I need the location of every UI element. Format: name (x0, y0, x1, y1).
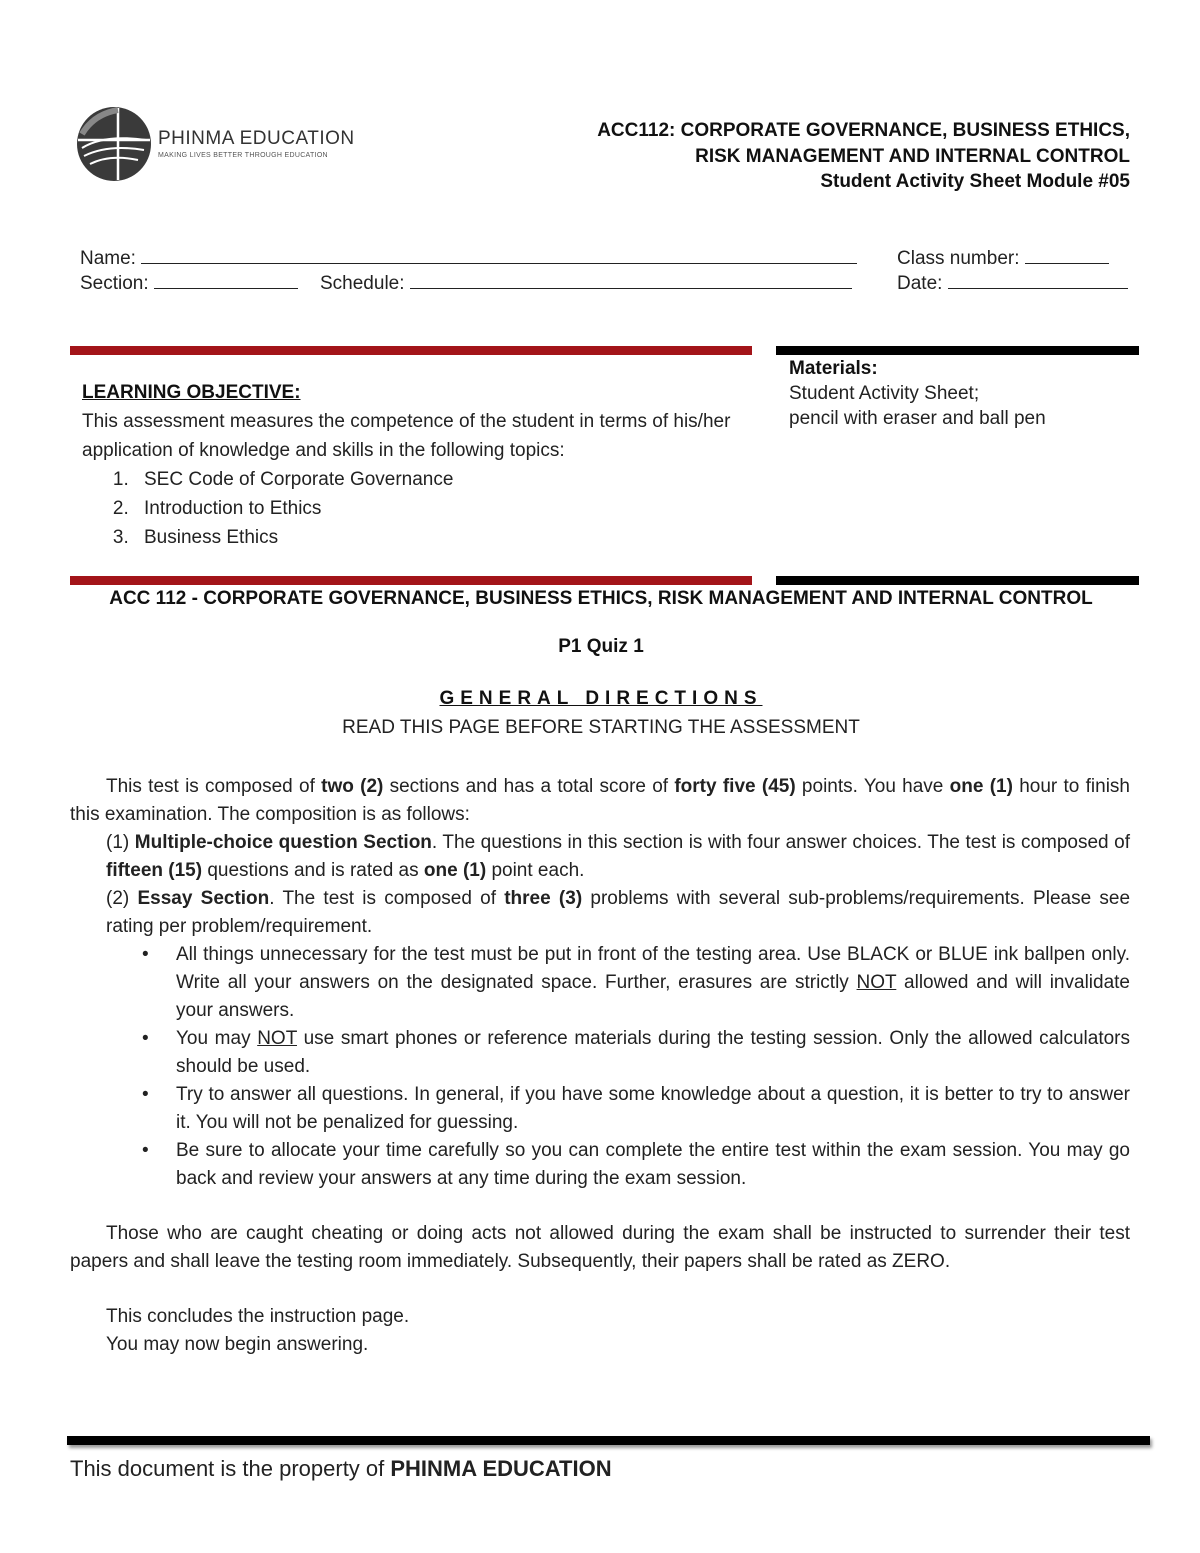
name-field[interactable] (80, 245, 857, 270)
rule-text: All things unnecessary for the test must be put in front of the testing area. Use BLACK or BLUE ink ballpen only. Write all your answers on the designated space. Further, erasures are strictly (176, 944, 1130, 993)
date-field[interactable] (897, 270, 1128, 295)
rules-list (70, 941, 1130, 1193)
class-number-field[interactable] (897, 245, 1109, 270)
name-blank[interactable] (141, 245, 857, 264)
materials-line2: pencil with eraser and ball pen (789, 408, 1046, 429)
rule-emphasis: NOT (856, 972, 897, 993)
materials-heading: Materials: (789, 358, 878, 379)
section-1-description (70, 829, 1130, 885)
section-label: Section: (80, 273, 149, 294)
date-label: Date: (897, 273, 943, 294)
section-2-description (70, 885, 1130, 941)
section-count: fifteen (15) (106, 860, 203, 881)
bottom-red-rule (70, 576, 752, 585)
footer-rule (67, 1436, 1150, 1445)
course-title-line2: RISK MANAGEMENT AND INTERNAL CONTROL (695, 146, 1130, 167)
section-text: . The test is composed of (269, 888, 505, 909)
section-label: Essay Section (137, 888, 270, 909)
section-label: Multiple-choice question Section (134, 832, 432, 853)
phinma-globe-icon (74, 104, 154, 184)
bottom-black-rule (776, 576, 1139, 585)
rule-text: allowed and will invalidate your answers. (176, 972, 1130, 1021)
top-red-rule (70, 346, 752, 355)
list-item: • Try to answer all questions. In general, if you have some knowledge about a question, it is better to try to answer it. You will not be penalized for guessing. (70, 1081, 1130, 1137)
rule-text: use smart phones or reference materials during the testing session. Only the allowed calculators should be used. (176, 1028, 1130, 1077)
objective-heading: LEARNING OBJECTIVE: (82, 382, 301, 403)
phinma-logo (74, 104, 355, 184)
directions-subheading: READ THIS PAGE BEFORE STARTING THE ASSESSMENT (342, 717, 860, 738)
list-item: 2. Introduction to Ethics (134, 494, 752, 523)
schedule-label: Schedule: (320, 273, 405, 294)
section-text: . The questions in this section is with four answer choices. The test is composed of (431, 832, 1130, 853)
rule-emphasis: NOT (257, 1028, 297, 1049)
instructions-body (70, 773, 1130, 1359)
learning-objective (82, 378, 752, 552)
section-points: one (1) (423, 860, 487, 881)
intro-text: points. You have (795, 776, 950, 797)
name-label: Name: (80, 248, 136, 269)
section-text: problems with several sub-problems/requirements. Please see rating per problem/requirement. (106, 888, 1131, 937)
list-item: 1. SEC Code of Corporate Governance (134, 465, 752, 494)
materials-line1: Student Activity Sheet; (789, 383, 980, 404)
top-black-rule (776, 346, 1139, 355)
schedule-blank[interactable] (410, 270, 852, 289)
date-blank[interactable] (948, 270, 1128, 289)
quiz-title: ACC 112 - CORPORATE GOVERNANCE, BUSINESS ETHICS, RISK MANAGEMENT AND INTERNAL CONTROL (109, 588, 1093, 609)
section-field[interactable] (80, 270, 298, 295)
section-blank[interactable] (154, 270, 298, 289)
logo-tagline: MAKING LIVES BETTER THROUGH EDUCATION (158, 152, 328, 159)
logo-text: PHINMA EDUCATION (158, 128, 355, 149)
closing-line2: You may now begin answering. (106, 1334, 369, 1355)
intro-score: forty five (45) (674, 776, 796, 797)
schedule-field[interactable] (320, 270, 852, 295)
list-item (70, 1025, 1130, 1081)
course-title-line1: ACC112: CORPORATE GOVERNANCE, BUSINESS ETHICS, (597, 120, 1130, 141)
section-number: (2) (106, 888, 138, 909)
module-label: Student Activity Sheet Module #05 (820, 171, 1130, 192)
section-count: three (3) (504, 888, 583, 909)
list-item: • Be sure to allocate your time carefully so you can complete the entire test within the exam session. You may go back and review your answers at any time during the exam session. (70, 1137, 1130, 1193)
rule-text: You may (176, 1028, 258, 1049)
cheating-paragraph: Those who are caught cheating or doing acts not allowed during the exam shall be instructed to surrender their test papers and shall leave the testing room immediately. Subsequently, their papers shall be rated as ZERO. (70, 1223, 1130, 1272)
intro-text: This test is composed of (106, 776, 322, 797)
footer-text (70, 1456, 612, 1482)
list-item: 3. Business Ethics (134, 523, 752, 552)
closing-line1: This concludes the instruction page. (106, 1306, 410, 1327)
objective-text: This assessment measures the competence of the student in terms of his/her application of knowledge and skills in the following topics: (82, 411, 731, 461)
footer-owner: PHINMA EDUCATION (390, 1456, 612, 1481)
intro-sections: two (2) (321, 776, 384, 797)
materials (789, 356, 1046, 431)
intro-time: one (1) (949, 776, 1013, 797)
section-text: point each. (486, 860, 585, 881)
intro-text: hour to finish this examination. The composition is as follows: (70, 776, 1130, 825)
class-number-blank[interactable] (1025, 245, 1109, 264)
class-number-label: Class number: (897, 248, 1020, 269)
intro-text: sections and has a total score of (383, 776, 675, 797)
general-directions-heading: GENERAL DIRECTIONS (439, 688, 763, 709)
section-number: (1) (106, 832, 135, 853)
list-item (70, 941, 1130, 1025)
quiz-subtitle: P1 Quiz 1 (558, 636, 644, 657)
section-text: questions and is rated as (202, 860, 424, 881)
footer-label: This document is the property of (70, 1456, 391, 1481)
topic-list (82, 465, 752, 552)
intro-paragraph (70, 773, 1130, 829)
